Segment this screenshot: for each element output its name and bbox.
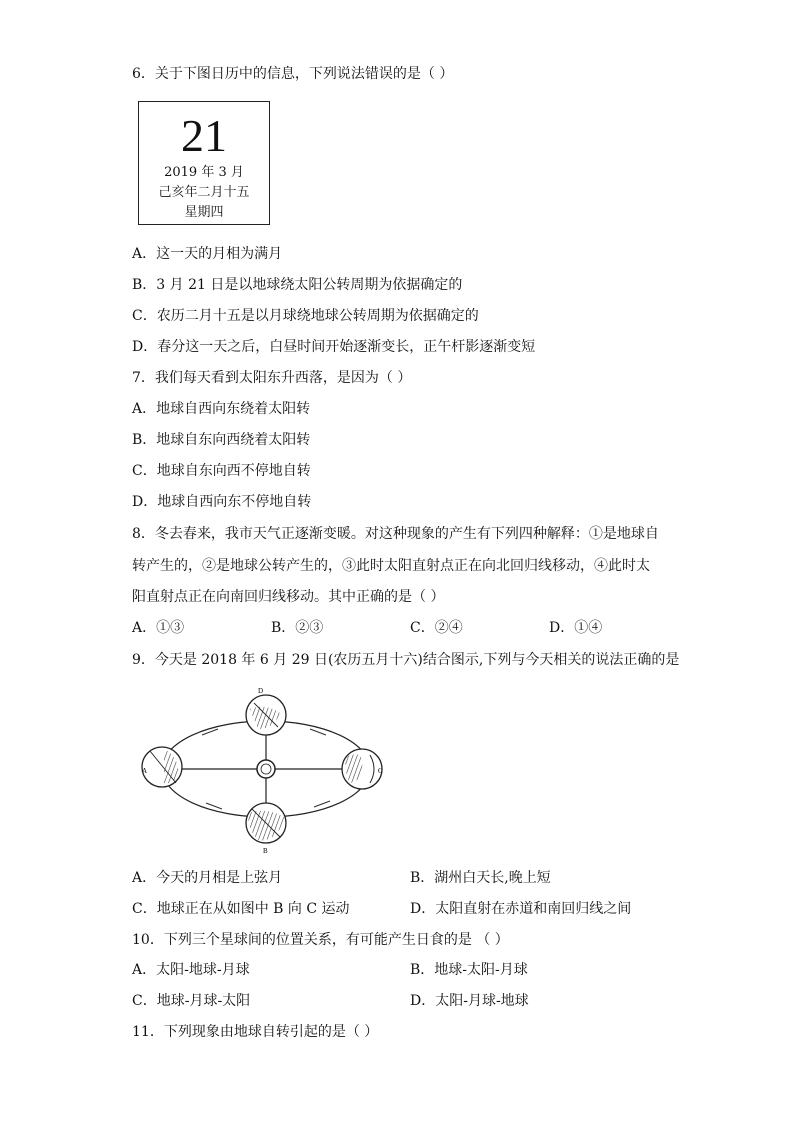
q9-option-c: C．地球正在从如图中 B 向 C 运动 [132, 901, 350, 917]
label-c: C [378, 767, 383, 775]
q8-stem-line-2: 转产生的，②是地球公转产生的，③此时太阳直射点正在向北回归线移动，④此时太 [132, 558, 650, 574]
q7-option-b: B．地球自东向西绕着太阳转 [132, 432, 311, 448]
calendar-weekday: 星期四 [184, 205, 224, 220]
earth-position-d-icon [246, 695, 286, 735]
q8-stem-line-3: 阳直射点正在向南回归线移动。其中正确的是（ ） [132, 589, 445, 605]
earth-position-a-icon [142, 747, 182, 787]
q8-option-a: A．①③ [132, 620, 185, 636]
q8-stem-line-1: 8．冬去春来，我市天气正逐渐变暖。对这种现象的产生有下列四种解释：①是地球自 [132, 526, 659, 542]
q10-option-d: D．太阳-月球-地球 [410, 993, 529, 1009]
q10-stem: 10．下列三个星球间的位置关系，有可能产生日食的是 （ ） [132, 932, 509, 948]
earth-position-c-icon [342, 749, 382, 789]
sun-icon [257, 760, 275, 778]
q9-option-d: D．太阳直射在赤道和南回归线之间 [410, 901, 632, 917]
q6-option-b: B．3 月 21 日是以地球绕太阳公转周期为依据确定的 [132, 277, 463, 293]
q7-stem: 7．我们每天看到太阳东升西落，是因为（ ） [132, 370, 412, 386]
q9-stem: 9．今天是 2018 年 6 月 29 日(农历五月十六)结合图示,下列与今天相关的说法正确的是 [132, 652, 680, 668]
calendar-day: 21 [181, 110, 227, 161]
q7-option-c: C．地球自东向西不停地自转 [132, 463, 311, 479]
earth-orbit-figure [140, 685, 385, 855]
q7-option-d: D．地球自西向东不停地自转 [132, 494, 312, 510]
calendar-date: 2019 年 3 月 [164, 165, 244, 180]
q8-option-d: D．①④ [549, 620, 603, 636]
label-d: D [258, 687, 264, 695]
calendar-figure [138, 101, 270, 225]
q10-option-a: A．太阳-地球-月球 [132, 962, 250, 978]
q9-option-a: A．今天的月相是上弦月 [132, 870, 283, 886]
q9-option-b: B．湖州白天长,晚上短 [410, 870, 551, 886]
q8-option-c: C．②④ [410, 620, 463, 636]
q10-option-c: C．地球-月球-太阳 [132, 993, 251, 1009]
label-a: A [142, 767, 148, 775]
q6-option-a: A．这一天的月相为满月 [132, 246, 283, 262]
q7-option-a: A．地球自西向东绕着太阳转 [132, 401, 311, 417]
q10-option-b: B．地球-太阳-月球 [410, 962, 528, 978]
calendar-lunar-date: 己亥年二月十五 [158, 185, 250, 200]
q8-option-b: B．②③ [271, 620, 324, 636]
q6-option-d: D．春分这一天之后，白昼时间开始逐渐变长，正午杆影逐渐变短 [132, 339, 536, 355]
label-b: B [263, 847, 268, 855]
earth-position-b-icon [246, 803, 286, 843]
q6-stem: 6．关于下图日历中的信息，下列说法错误的是（ ） [132, 66, 454, 82]
q11-stem: 11．下列现象由地球自转引起的是（ ） [132, 1024, 379, 1040]
q6-option-c: C．农历二月十五是以月球绕地球公转周期为依据确定的 [132, 308, 479, 324]
